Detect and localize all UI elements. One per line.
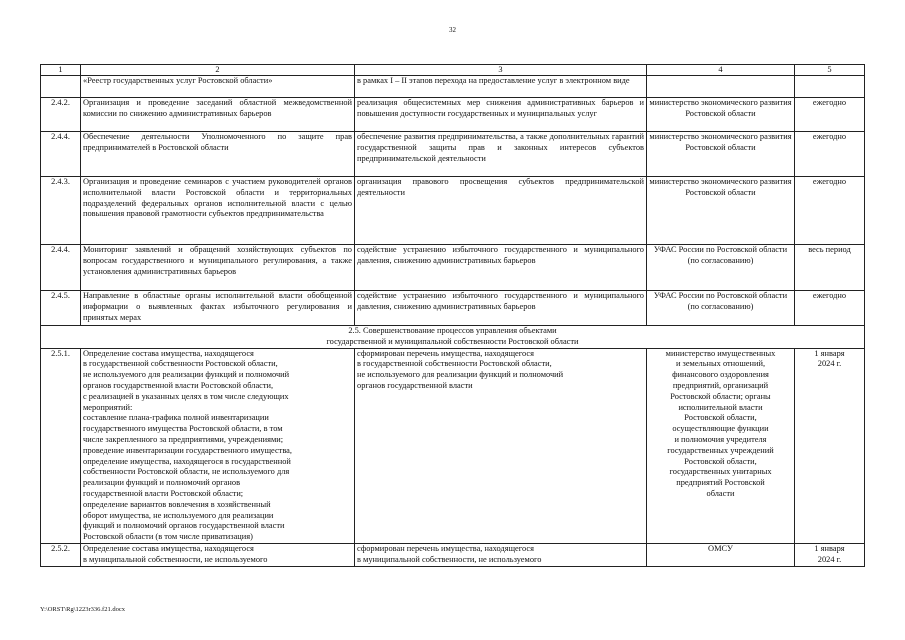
row-result: обеспечение развития предпринимательства, а также дополнительных гарантий государственной защиты прав и законных интересов субъектов предпринимательской деятельности [355,132,647,177]
cell-line: Определение состава имущества, находящегося [83,543,254,553]
row-term: ежегодно [795,291,865,326]
cell-line: оборот имущества, не используемого для реализации [83,510,274,520]
section-title-line: государственной и муниципальной собственности Ростовской области [326,336,579,346]
table-row [41,76,865,98]
cell-line: числе закрепленного за предприятиями, учреждениями; [83,434,284,444]
row-executor: министерство экономического развития Ростовской области [647,98,795,132]
row-measure: Направление в областные органы исполнительной власти обобщенной информации о выявленных фактах избыточного регулирования и принятых мерах [81,291,355,326]
row-number: 2.4.4. [41,245,81,291]
row-measure: Мониторинг заявлений и обращений хозяйствующих субъектов по вопросам государственного и муниципального регулирования, а также установления административных барьеров [81,245,355,291]
cell-line: Ростовской области, [684,413,757,423]
cell-line: органов государственной власти [357,380,473,390]
row-measure: «Реестр государственных услуг Ростовской области» [81,76,355,98]
cell-line: органов государственной власти Ростовской области, [83,380,274,390]
table-row [41,245,865,291]
row-result [355,543,647,566]
row-result: в рамках I – II этапов перехода на предоставление услуг в электронном виде [355,76,647,98]
row-result: организация правового просвещения субъектов предпринимательской деятельности [355,177,647,245]
row-measure [81,543,355,566]
cell-line: собственности Ростовской области, не используемого для [83,467,290,477]
row-executor: министерство экономического развития Ростовской области [647,132,795,177]
row-term: ежегодно [795,98,865,132]
cell-line: определение имущества, находящегося в государственной [83,456,291,466]
cell-line: государственной власти Ростовской области; [83,488,244,498]
cell-line: предприятий, организаций [672,380,769,390]
row-term: ежегодно [795,177,865,245]
cell-line: предприятий Ростовской [676,478,765,488]
file-path-footer: Y:\ORST\Rg\1223r336.f21.docx [40,606,125,613]
cell-line: и полномочия учредителя [674,434,767,444]
cell-line: осуществляющие функции [672,424,769,434]
row-number: 2.4.4. [41,132,81,177]
cell-line: 1 января [814,348,845,358]
cell-line: 2024 г. [817,359,842,369]
row-result: содействие устранению избыточного государственного и муниципального давления, снижению административных барьеров [355,245,647,291]
table-row [41,177,865,245]
cell-line: Определение состава имущества, находящегося [83,348,254,358]
section-title [41,326,865,349]
cell-line: сформирован перечень имущества, находящегося [357,543,534,553]
cell-line: сформирован перечень имущества, находящегося [357,348,534,358]
cell-line: Ростовской области; органы [670,391,771,401]
row-executor: УФАС России по Ростовской области (по согласованию) [647,291,795,326]
cell-line: 1 января [814,543,845,553]
row-executor [647,76,795,98]
row-executor: УФАС России по Ростовской области (по согласованию) [647,245,795,291]
header-col-3: 3 [355,65,647,76]
row-measure [81,348,355,543]
table-header-row [41,65,865,76]
header-col-1: 1 [41,65,81,76]
row-term: весь период [795,245,865,291]
cell-line: не используемого для реализации функций и полномочий [357,370,564,380]
row-result: содействие устранению избыточного государственного и муниципального давления, снижению административных барьеров [355,291,647,326]
cell-line: исполнительной власти [678,402,763,412]
row-term: ежегодно [795,132,865,177]
cell-line: определение вариантов вовлечения в хозяйственный [83,499,271,509]
section-title-line: 2.5. Совершенствование процессов управления объектами [348,326,557,335]
row-executor: ОМСУ [647,543,795,566]
cell-line: составление плана-графика полной инвентаризации [83,413,269,423]
cell-line: финансового оздоровления [672,370,769,380]
header-col-4: 4 [647,65,795,76]
cell-line: области [706,488,735,498]
cell-line: 2024 г. [817,554,842,564]
table-row [41,291,865,326]
table-row [41,543,865,566]
cell-line: министерство имущественных [665,348,776,358]
row-number: 2.4.3. [41,177,81,245]
cell-line: не используемого для реализации функций и полномочий [83,370,290,380]
row-number [41,76,81,98]
cell-line: в государственной собственности Ростовской области, [357,359,552,369]
header-col-5: 5 [795,65,865,76]
page-number: 32 [449,26,456,34]
row-result: реализация общесистемных мер снижения административных барьеров и повышения доступности государственных и муниципальных услуг [355,98,647,132]
cell-line: Ростовской области, [684,456,757,466]
measures-table [40,64,865,567]
cell-line: государственного имущества Ростовской области, в том [83,424,283,434]
row-result [355,348,647,543]
row-measure: Организация и проведение заседаний областной межведомственной комиссии по снижению административных барьеров [81,98,355,132]
cell-line: в муниципальной собственности, не используемого [357,554,542,564]
cell-line: с реализацией в указанных целях в том числе следующих [83,391,289,401]
table-row [41,132,865,177]
row-term [795,348,865,543]
row-number: 2.5.1. [41,348,81,543]
row-term [795,543,865,566]
section-title-row [41,326,865,349]
cell-line: реализации функций и полномочий органов [83,478,241,488]
cell-line: в государственной собственности Ростовской области, [83,359,278,369]
table-row [41,98,865,132]
row-executor [647,348,795,543]
row-executor: министерство экономического развития Ростовской области [647,177,795,245]
cell-line: государственных унитарных [669,467,772,477]
cell-line: проведение инвентаризации государственного имущества, [83,445,292,455]
row-number: 2.4.5. [41,291,81,326]
row-measure: Обеспечение деятельности Уполномоченного по защите прав предпринимателей в Ростовской области [81,132,355,177]
cell-line: в муниципальной собственности, не используемого [83,554,268,564]
header-col-2: 2 [81,65,355,76]
cell-line: государственных учреждений [667,445,774,455]
table-row [41,348,865,543]
cell-line: функций и полномочий органов государственной власти [83,521,285,531]
row-number: 2.4.2. [41,98,81,132]
cell-line: Ростовской области (в том числе приватизация) [83,532,253,542]
row-number: 2.5.2. [41,543,81,566]
row-term [795,76,865,98]
cell-line: мероприятий: [83,402,133,412]
cell-line: и земельных отношений, [675,359,766,369]
row-measure: Организация и проведение семинаров с участием руководителей органов исполнительной власти Ростовской области и территориальных подразделений федеральных органов исполнительной власти с целью повышения правовой грамотности субъектов предпринимательства [81,177,355,245]
